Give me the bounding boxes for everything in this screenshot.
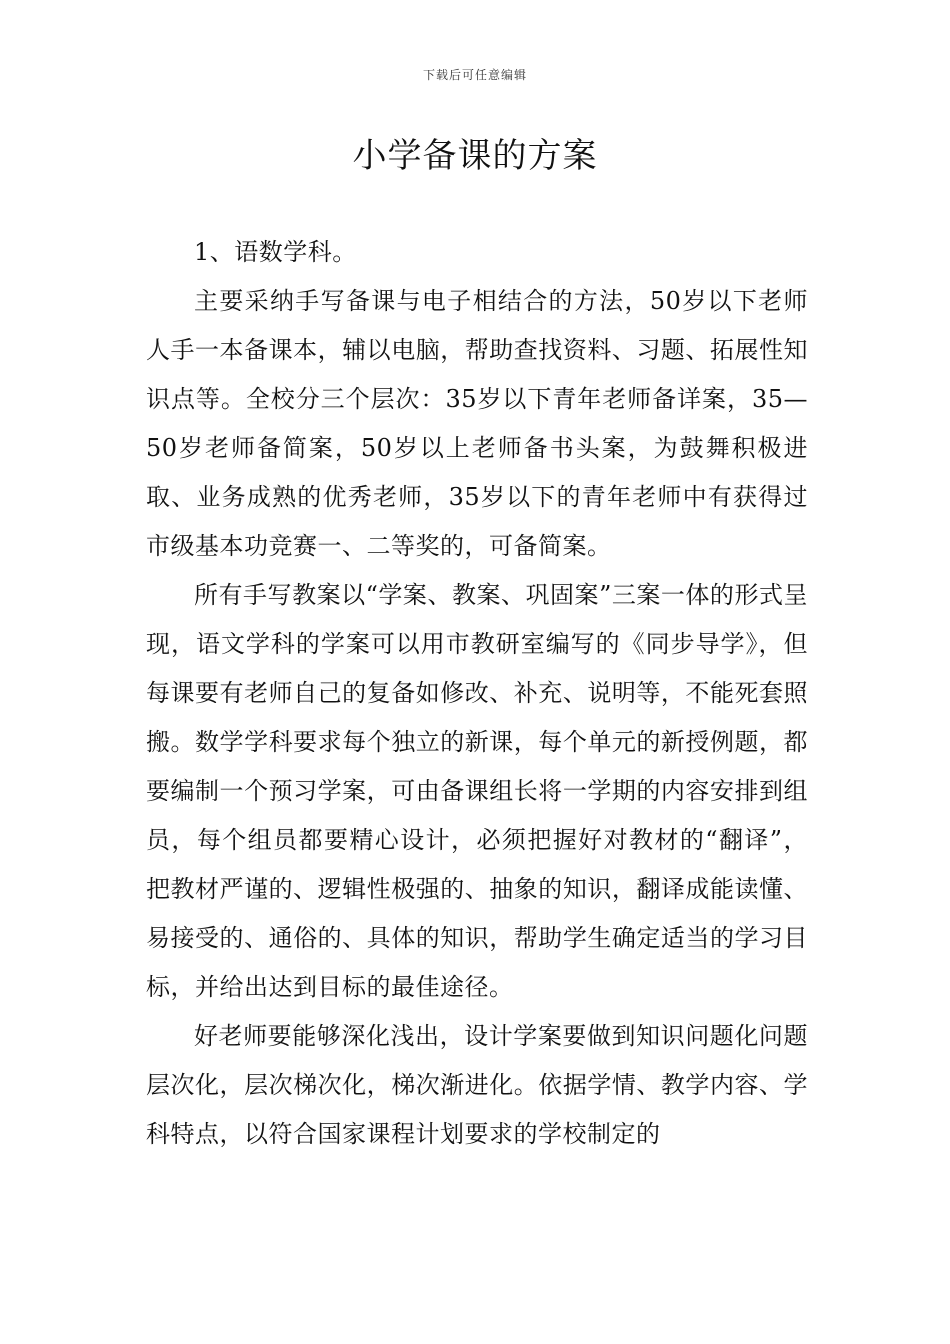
header-note: 下载后可任意编辑	[422, 68, 527, 82]
paragraph-3: 好老师要能够深化浅出，设计学案要做到知识问题化问题层次化，层次梯次化，梯次渐进化。依据学情、教学内容、学科特点，以符合国家课程计划要求的学校制定的	[146, 1022, 808, 1148]
paragraph-section-heading: 1、语数学科。	[194, 238, 357, 266]
paragraph-2: 所有手写教案以“学案、教案、巩固案”三案一体的形式呈现，语文学科的学案可以用市教研室编写的《同步导学》，但每课要有老师自己的复备如修改、补充、说明等，不能死套照搬。数学学科要求每个独立的新课，每个单元的新授例题，都要编制一个预习学案，可由备课组长将一学期的内容安排到组员，每个组员都要精心设计，必须把握好对教材的“翻译”，把教材严谨的、逻辑性极强的、抽象的知识，翻译成能读懂、易接受的、通俗的、具体的知识，帮助学生确定适当的学习目标，并给出达到目标的最佳途径。	[146, 581, 808, 1001]
document-title: 小学备课的方案	[352, 136, 598, 176]
paragraph-1: 主要采纳手写备课与电子相结合的方法，50岁以下老师人手一本备课本，辅以电脑，帮助查找资料、习题、拓展性知识点等。全校分三个层次：35岁以下青年老师备详案，35—50岁老师备简案，50岁以上老师备书头案，为鼓舞积极进取、业务成熟的优秀老师，35岁以下的青年老师中有获得过市级基本功竞赛一、二等奖的，可备简案。	[146, 287, 808, 560]
document-body	[146, 228, 808, 1159]
